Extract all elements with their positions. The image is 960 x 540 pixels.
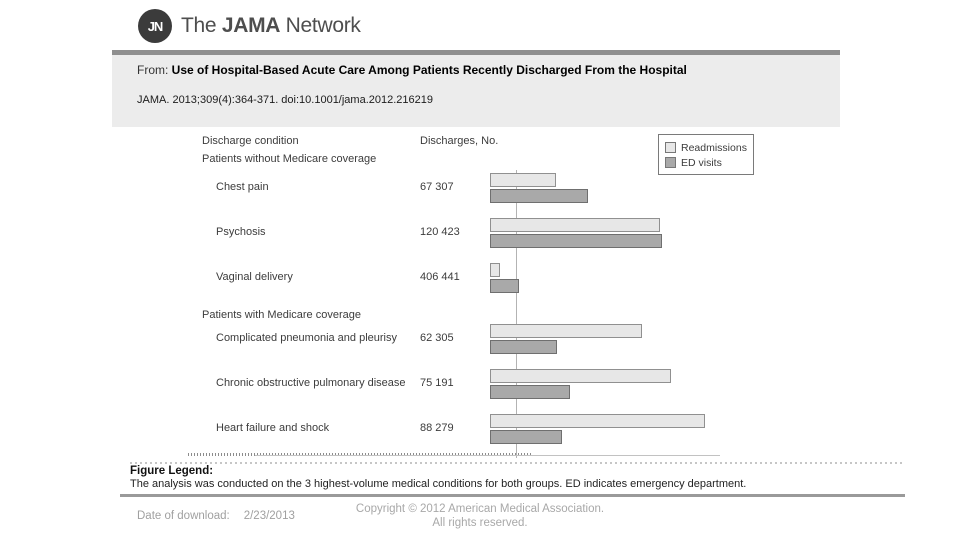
brand-the: The [181,14,222,37]
ed-visits-bar [490,340,557,354]
journal-reference: JAMA. 2013;309(4):364-371. doi:10.1001/jama.2012.216219 [137,94,433,106]
date-of-download-value: 2/23/2013 [243,510,295,522]
chart-row [130,323,905,368]
citation-block [112,55,840,127]
jn-logo-icon: JN [138,9,172,43]
column-header-condition: Discharge condition [202,135,299,147]
bar-chart-figure [130,130,905,462]
chart-rows [130,148,905,458]
discharges-value: 88 279 [420,422,454,434]
chart-row [130,368,905,413]
figure-legend-section [130,465,905,490]
ed-visits-bar [490,430,562,444]
discharges-value: 62 305 [420,332,454,344]
bar-pair [490,172,516,205]
figure-legend-heading: Figure Legend: [130,465,214,477]
discharges-value: 75 191 [420,377,454,389]
group-label: Patients with Medicare coverage [202,309,361,321]
from-label: From: [137,63,172,77]
readmissions-bar [490,263,500,277]
discharges-value: 120 423 [420,226,460,238]
cropped-axis-line-artifact [255,455,720,456]
readmissions-bar [490,173,556,187]
bar-pair [490,262,516,295]
jama-network-logo [138,9,361,43]
group-label: Patients without Medicare coverage [202,153,377,165]
bar-pair [490,217,516,250]
chart-row [130,413,905,458]
brand-network: Network [280,14,361,37]
bar-pair [490,413,516,446]
bar-pair [490,323,516,356]
ed-visits-bar [490,234,662,248]
legend-label: Readmissions [681,141,747,154]
copyright-notice [280,502,680,530]
ed-visits-bar [490,279,519,293]
figure-legend-text: The analysis was conducted on the 3 highest-volume medical conditions for both groups. ED indicates emergency department. [130,478,747,490]
copyright-line1: Copyright © 2012 American Medical Association. [355,503,605,515]
chart-row [130,172,905,217]
chart-row [130,262,905,307]
brand-jama: JAMA [221,14,281,37]
article-title-line [137,63,840,77]
brand-title [181,14,361,38]
cropped-axis-text-artifact [130,462,905,464]
condition-label: Chronic obstructive pulmonary disease [216,377,406,389]
footer-divider-bar [120,494,905,497]
condition-label: Psychosis [216,226,266,238]
column-header-discharges: Discharges, No. [420,135,499,147]
date-of-download-label: Date of download: [137,510,230,522]
bar-pair [490,368,516,401]
date-of-download [137,510,295,522]
article-title: Use of Hospital-Based Acute Care Among Patients Recently Discharged From the Hospital [171,63,687,77]
condition-label: Heart failure and shock [216,422,330,434]
readmissions-bar [490,324,642,338]
readmissions-bar [490,369,671,383]
condition-label: Vaginal delivery [216,271,293,283]
condition-label: Chest pain [216,181,269,193]
ed-visits-bar [490,189,588,203]
condition-label: Complicated pneumonia and pleurisy [216,332,397,344]
readmissions-bar [490,218,660,232]
discharges-value: 406 441 [420,271,460,283]
ed-visits-bar [490,385,570,399]
chart-row [130,217,905,262]
legend-label: ED visits [681,156,722,169]
copyright-line2: All rights reserved. [432,517,528,529]
readmissions-bar [490,414,705,428]
discharges-value: 67 307 [420,181,454,193]
